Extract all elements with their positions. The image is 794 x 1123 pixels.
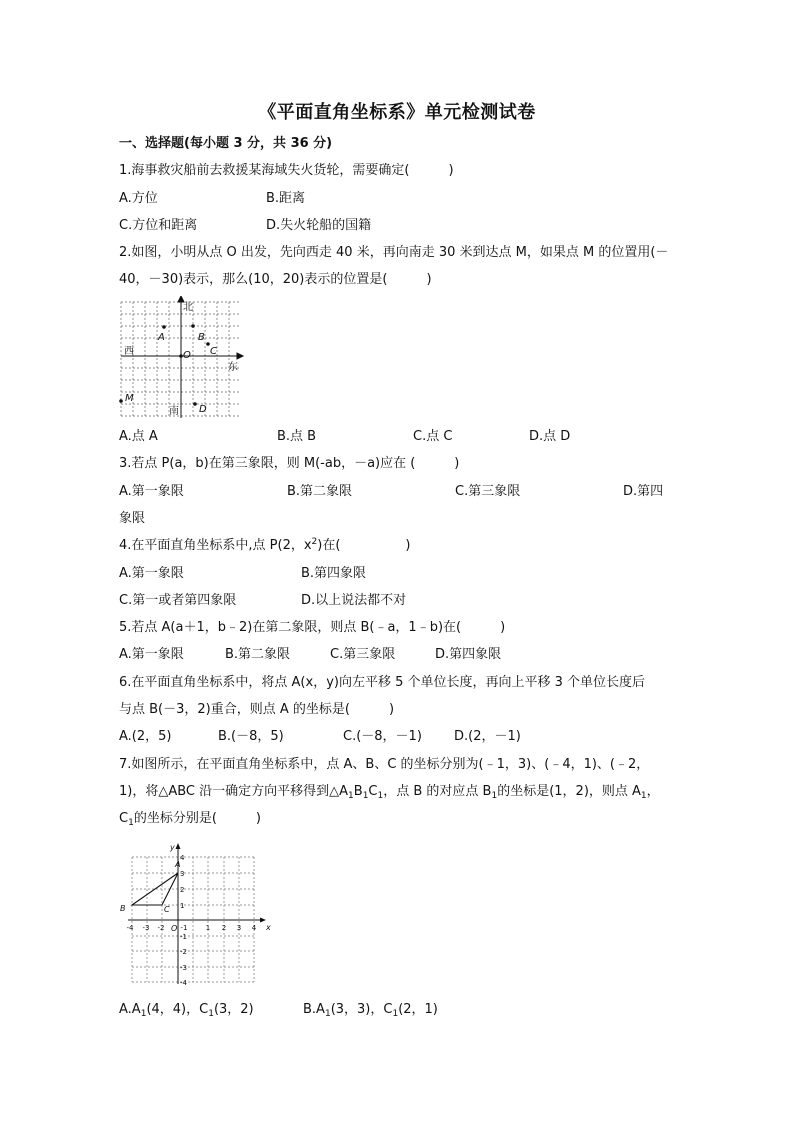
q4-option-c: C.第一或者第四象限 xyxy=(119,593,237,608)
q7-fig-ytick: -1 xyxy=(180,933,187,941)
q7-coordinate-plane-figure xyxy=(118,842,274,988)
q2-option-d: D.点 D xyxy=(529,429,571,444)
q1-option-c: C.方位和距离 xyxy=(119,218,198,233)
q2-fig-label-o: O xyxy=(183,350,191,361)
q2-fig-label-m: M xyxy=(125,393,134,404)
q5-option-d: D.第四象限 xyxy=(435,647,502,662)
q7-stem-line2: 1)，将△ABC 沿一确定方向平移得到$\triangle A_1B_1C_1$，点 B 的对应点 $B_1$的坐标是(1，2)，则点 $A_1$， xyxy=(119,784,660,801)
q1-option-d: D.失火轮船的国籍 xyxy=(266,218,372,233)
q2-option-a: A.点 A xyxy=(119,429,158,444)
q7-fig-label-b: B xyxy=(120,904,126,913)
q7-fig-ytick: -2 xyxy=(180,948,187,956)
q3-option-a: A.第一象限 xyxy=(119,484,184,499)
q2-fig-label-d: D xyxy=(199,404,207,415)
q7-fig-ytick: -4 xyxy=(180,979,187,987)
q2-stem-line2: 40，－30)表示，那么(10，20)表示的位置是( ) xyxy=(119,272,432,287)
q7-fig-xtick: -4 xyxy=(126,924,134,932)
q1-stem: 1.海事救灾船前去救援某海域失火货轮，需要确定( ) xyxy=(119,163,454,178)
q3-option-c: C.第三象限 xyxy=(455,484,521,499)
q3-stem: 3.若点 P(a，b)在第三象限，则 M(-ab，－a)应在 ( ) xyxy=(119,456,460,471)
q7-fig-xtick: -3 xyxy=(142,924,150,932)
q2-fig-east: 东 xyxy=(228,362,238,373)
q7-fig-xtick: 4 xyxy=(251,924,257,932)
q7-fig-xtick: 2 xyxy=(221,924,227,932)
q7-fig-ytick: 3 xyxy=(180,870,185,878)
q7-fig-ytick: 2 xyxy=(180,886,185,894)
q2-fig-west: 西 xyxy=(124,346,134,357)
q7-fig-ytick: 4 xyxy=(180,854,185,862)
q2-option-c: C.点 C xyxy=(413,429,453,444)
q2-fig-label-c: C xyxy=(210,346,217,357)
q2-direction-grid-figure xyxy=(116,296,246,421)
q2-stem-line1: 2.如图，小明从点 O 出发，先向西走 40 米，再向南走 30 米到达点 M，如果点 M 的位置用(－ xyxy=(119,245,669,260)
q1-option-a: A.方位 xyxy=(119,191,158,206)
q6-option-d: D.(2，－1) xyxy=(454,729,521,744)
q7-fig-xtick: 1 xyxy=(205,924,211,932)
q1-option-b: B.距离 xyxy=(266,191,306,206)
q5-option-c: C.第三象限 xyxy=(330,647,396,662)
q3-option-d-wrap: 象限 xyxy=(119,511,146,526)
q6-stem-line2: 与点 B(－3，2)重合，则点 A 的坐标是( ) xyxy=(119,702,395,717)
q7-fig-label-x: x xyxy=(266,923,271,932)
q7-fig-label-a: A xyxy=(175,860,181,869)
q4-option-a: A.第一象限 xyxy=(119,566,184,581)
q7-fig-xtick: -2 xyxy=(157,924,165,932)
page-title: 《平面直角坐标系》单元检测试卷 xyxy=(258,102,536,123)
q7-fig-ytick: -3 xyxy=(180,964,187,972)
q6-option-a: A.(2，5) xyxy=(119,729,172,744)
q7-fig-xtick: -1 xyxy=(180,924,188,932)
q7-option-a: $A.A_1(4$，4)，$C_1(3$，2) xyxy=(119,1002,254,1019)
q7-fig-xtick: 3 xyxy=(236,924,242,932)
q4-option-d: D.以上说法都不对 xyxy=(301,593,407,608)
q7-option-b: $B.A_1(3$，3)，$C_1(2$，1) xyxy=(303,1002,438,1019)
q6-option-c: C.(－8，－1) xyxy=(343,729,422,744)
q7-stem-line3: $C_1$的坐标分别是( ) xyxy=(119,811,261,828)
q5-option-a: A.第一象限 xyxy=(119,647,184,662)
q3-option-b: B.第二象限 xyxy=(287,484,353,499)
q7-fig-label-c: C xyxy=(164,905,170,914)
q2-option-b: B.点 B xyxy=(277,429,317,444)
q7-fig-ytick: 1 xyxy=(180,902,185,910)
q5-stem: 5.若点 A(a＋1，b﹣2)在第二象限，则点 B(﹣a，1﹣b)在( ) xyxy=(119,620,506,635)
q5-option-b: B.第二象限 xyxy=(225,647,291,662)
q4-option-b: B.第四象限 xyxy=(301,566,367,581)
q2-fig-north: 北 xyxy=(183,302,193,313)
q2-fig-south: 南 xyxy=(169,406,179,417)
q4-stem: 4.在平面直角坐标系中,点 P(2，$x^2$)在( ) xyxy=(119,537,411,553)
q6-option-b: B.(－8，5) xyxy=(218,729,284,744)
q6-stem-line1: 6.在平面直角坐标系中，将点 A(x，y)向左平移 5 个单位长度，再向上平移 3 个单位长度后 xyxy=(119,675,646,690)
q7-fig-label-y: y xyxy=(170,843,175,852)
q2-fig-label-a: A xyxy=(158,332,165,343)
section-heading: 一、选择题(每小题 3 分，共 36 分) xyxy=(119,136,333,151)
q7-fig-label-o: O xyxy=(171,924,178,933)
q7-stem-line1: 7.如图所示，在平面直角坐标系中，点 A、B、C 的坐标分别为(﹣1，3)、(﹣4，1)、(﹣2， xyxy=(119,757,650,772)
q3-option-d: D.第四 xyxy=(623,484,664,499)
q2-fig-label-b: B xyxy=(198,332,205,343)
